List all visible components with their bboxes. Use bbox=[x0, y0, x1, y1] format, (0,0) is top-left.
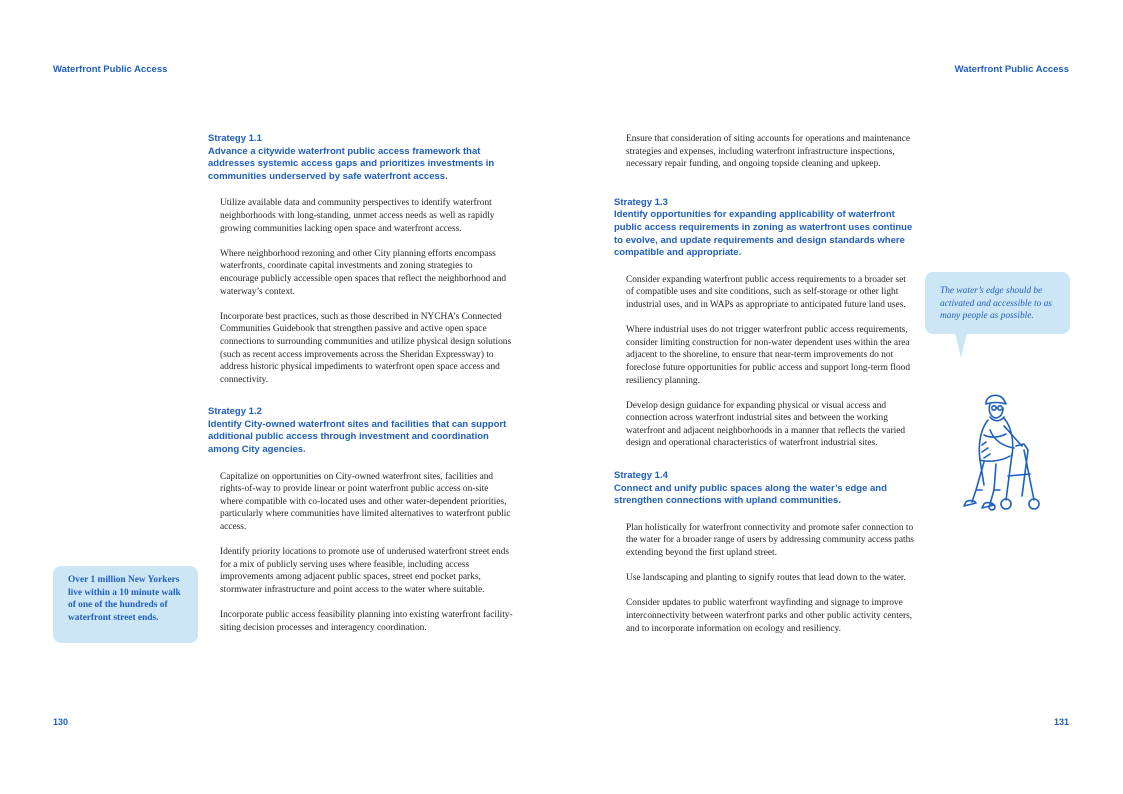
strategy-label: Strategy 1.1 bbox=[208, 133, 262, 144]
page-number-right: 131 bbox=[1053, 717, 1069, 727]
strategy-1-1 bbox=[208, 133, 513, 386]
quote-bubble: The water’s edge should be activated and accessible to as many people as possible. bbox=[925, 272, 1070, 334]
paragraph: Where neighborhood rezoning and other City planning efforts encompass waterfronts, coordinate capital investments and zoning strategies to encourage publicly accessible open spaces that reflect the neighborhood and waterway’s context. bbox=[220, 248, 507, 297]
running-header-right: Waterfront Public Access bbox=[954, 64, 1069, 75]
paragraph: Ensure that consideration of siting accounts for operations and maintenance strategies and expenses, including waterfront infrastructure inspections, necessary repair funding, and ongoing topside cleaning and upkeep. bbox=[626, 134, 911, 170]
strategy-label: Strategy 1.2 bbox=[208, 406, 262, 418]
strategy-title: Identify opportunities for expanding applicability of waterfront public access requirements in zoning as waterfront uses continue to evolve, and update requirements and design standards where compatible and appropriate. bbox=[614, 209, 913, 259]
strategy-1-2 bbox=[208, 406, 513, 634]
paragraph: Incorporate best practices, such as those described in NYCHA’s Connected Communities Guidebook that strengthen passive and active open space connections to surrounding communities and utilize physical design solutions (such as recent access improvements across the Sheridan Expressway) to address historic physical impediments to waterfront open space access and connectivity. bbox=[220, 311, 512, 385]
paragraph: Consider updates to public waterfront wayfinding and signage to improve interconnectivity between waterfront parks and other public activity centers, and to incorporate information on ecology and resiliency. bbox=[626, 598, 913, 634]
paragraph: Identify priority locations to promote use of underused waterfront street ends for a mix of publicly serving uses where feasible, including access improvements among adjacent public spaces, street end pocket parks, stormwater infrastructure and point access to the water where suitable. bbox=[220, 547, 509, 595]
left-column bbox=[208, 133, 513, 654]
person-with-walker-icon bbox=[950, 390, 1045, 525]
page-number-left: 130 bbox=[53, 717, 69, 727]
paragraph: Use landscaping and planting to signify routes that lead down to the water. bbox=[626, 573, 906, 584]
strategy-1-3 bbox=[614, 197, 914, 450]
strategy-title: Identify City-owned waterfront sites and facilities that can support additional public access through investment and coordination among City agencies. bbox=[208, 418, 507, 456]
strategy-title: Advance a citywide waterfront public access framework that addresses systemic access gaps and prioritizes investments in communities underserved by safe waterfront access. bbox=[208, 145, 495, 182]
quote-bubble-tail bbox=[955, 333, 967, 358]
strategy-title: Connect and unify public spaces along the water’s edge and strengthen connections with upland communities. bbox=[614, 482, 887, 507]
statistic-callout: Over 1 million New Yorkers live within a 10 minute walk of one of the hundreds of waterfront street ends. bbox=[53, 566, 198, 643]
strategy-label: Strategy 1.3 bbox=[614, 196, 668, 208]
paragraph: Consider expanding waterfront public access requirements to a broader set of compatible uses and site conditions, such as self-storage or other light industrial uses, and in WAPs as appropriate to anticipated future land uses. bbox=[626, 274, 906, 310]
strategy-label: Strategy 1.4 bbox=[614, 470, 668, 482]
running-header-left: Waterfront Public Access bbox=[53, 64, 168, 75]
paragraph: Capitalize on opportunities on City-owned waterfront sites, facilities and rights-of-way to provide linear or point waterfront public access on-site where compatible with co-located uses and other water-dependent priorities, particularly where communities have limited alternatives to waterfront public access. bbox=[220, 471, 511, 533]
paragraph: Develop design guidance for expanding physical or visual access and connection across waterfront industrial sites and between the working waterfront and adjacent neighborhoods in a manner that reflects the varied design and operational characteristics of waterfront industrial sites. bbox=[626, 400, 906, 449]
paragraph: Where industrial uses do not trigger waterfront public access requirements, consider limiting construction for non-water dependent uses within the area adjacent to the shoreline, to ensure that near-term improvements do not foreclose future opportunities for public access and support long-term flood resiliency planning. bbox=[626, 325, 911, 386]
paragraph: Plan holistically for waterfront connectivity and promote safer connection to the water for a broader range of users by addressing community access paths extending beyond the first upland street. bbox=[626, 522, 914, 559]
paragraph: Incorporate public access feasibility planning into existing waterfront facility-siting decision processes and interagency coordination. bbox=[220, 610, 513, 633]
paragraph: Utilize available data and community perspectives to identify waterfront neighborhoods with long-standing, unmet access needs as well as rapidly growing communities lacking open space and waterfront access. bbox=[220, 198, 495, 234]
right-column bbox=[614, 133, 914, 655]
strategy-1-4 bbox=[614, 470, 914, 635]
